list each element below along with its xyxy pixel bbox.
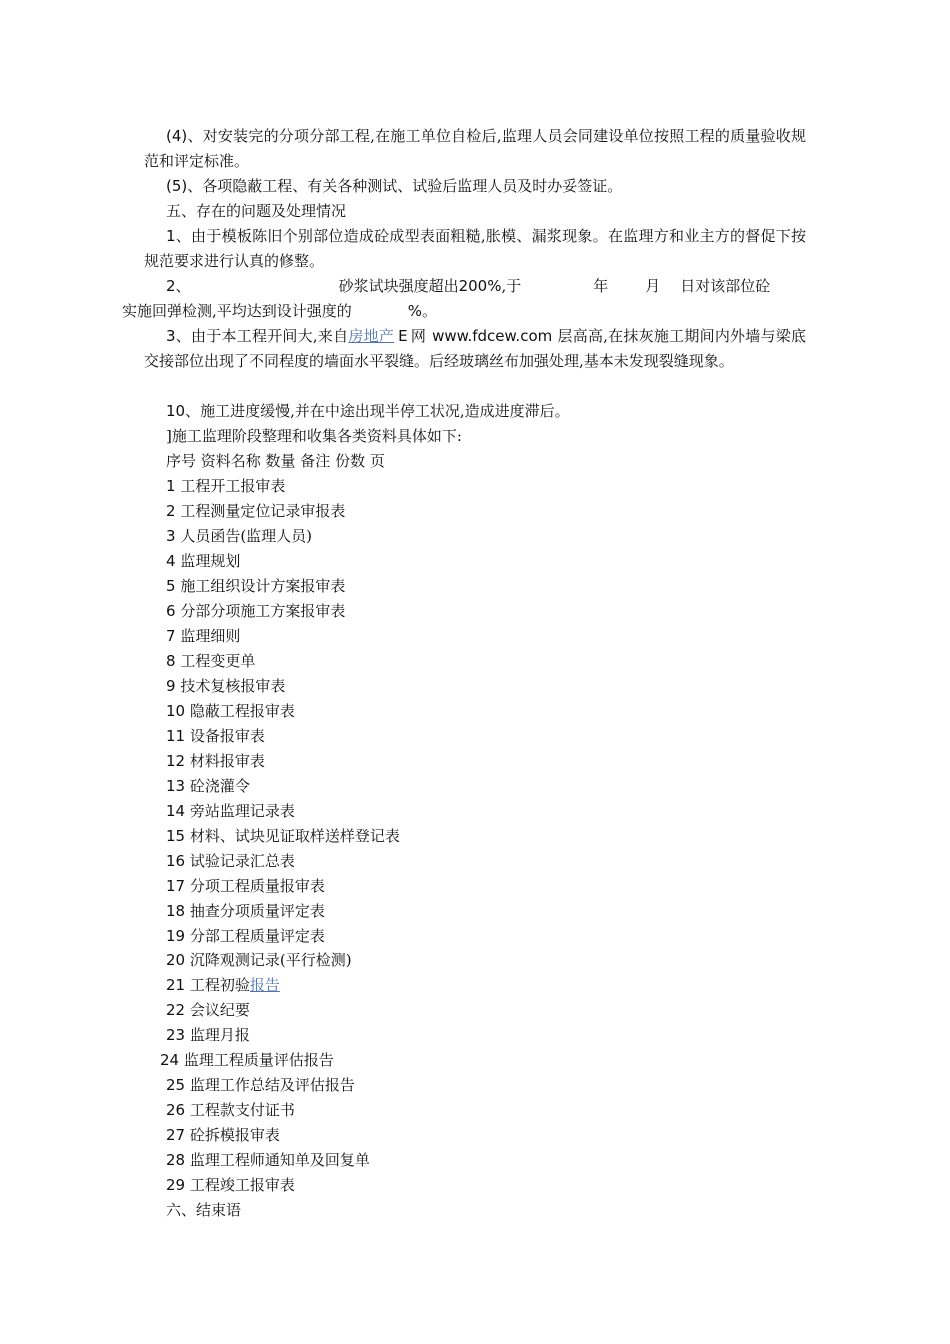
report-link[interactable]: 报告 bbox=[249, 976, 280, 994]
list-item bbox=[166, 724, 265, 749]
item-name: 砼浇灌令 bbox=[189, 777, 250, 795]
item-number: 7 bbox=[166, 627, 176, 645]
item-name: 监理规划 bbox=[180, 552, 241, 570]
item-number: 29 bbox=[166, 1176, 186, 1194]
item-number: 27 bbox=[166, 1126, 186, 1144]
list-item bbox=[166, 599, 345, 624]
list-item bbox=[166, 1173, 295, 1198]
item-name: 技术复核报审表 bbox=[180, 677, 286, 695]
item-name: 抽查分项质量评定表 bbox=[189, 902, 325, 920]
list-item bbox=[166, 849, 295, 874]
month-label: 月 bbox=[645, 277, 661, 295]
item-number: 16 bbox=[166, 852, 186, 870]
item-number: 4 bbox=[166, 552, 176, 570]
item-name: 分部工程质量评定表 bbox=[189, 927, 325, 945]
item-number: 13 bbox=[166, 777, 186, 795]
issue-number: 10 bbox=[166, 402, 186, 420]
list-item bbox=[166, 474, 285, 499]
item-name: 设备报审表 bbox=[189, 727, 265, 745]
item-name: 砼拆模报审表 bbox=[189, 1126, 280, 1144]
item-number: 1 bbox=[166, 477, 176, 495]
issue-text-b: 网 bbox=[410, 327, 427, 345]
list-item bbox=[166, 874, 325, 899]
item-number: 17 bbox=[166, 877, 186, 895]
item-name: 沉降观测记录(平行检测) bbox=[189, 951, 352, 969]
issue-text-a: 、 bbox=[175, 277, 191, 295]
real-estate-link[interactable]: 房地产 bbox=[348, 327, 395, 345]
list-item bbox=[166, 674, 285, 699]
list-item bbox=[166, 649, 255, 674]
issue-number: 3 bbox=[166, 327, 176, 345]
item-name: 人员函告(监理人员) bbox=[180, 527, 313, 545]
issue-text-c: 层高高,在抹灰施工期间内外墙与梁底交接部位出现了不同程度的墙面水平裂缝。后经玻璃丝布加强处理,基本未发现裂缝现象。 bbox=[144, 327, 806, 370]
item-number: 9 bbox=[166, 677, 176, 695]
issue-number: 1 bbox=[166, 227, 176, 245]
list-item bbox=[166, 824, 400, 849]
list-item bbox=[166, 774, 250, 799]
list-item bbox=[166, 624, 240, 649]
list-item bbox=[166, 998, 250, 1023]
paragraph-text: 、各项隐蔽工程、有关各种测试、试验后监理人员及时办妥签证。 bbox=[187, 177, 623, 195]
year-label: 年 bbox=[593, 277, 609, 295]
list-item bbox=[166, 749, 265, 774]
list-item bbox=[166, 1148, 370, 1173]
list-item bbox=[166, 1023, 250, 1048]
item-number: 25 bbox=[166, 1076, 186, 1094]
list-item bbox=[166, 499, 345, 524]
item-name: 材料、试块见证取样送样登记表 bbox=[189, 827, 400, 845]
issue-text-e: E bbox=[398, 327, 408, 345]
item-number: 12 bbox=[166, 752, 186, 770]
list-item bbox=[166, 948, 352, 973]
item-number: 15 bbox=[166, 827, 186, 845]
issue-text-a: 、由于本工程开间大,来自 bbox=[175, 327, 349, 345]
list-item bbox=[166, 973, 280, 998]
item-number: 2 bbox=[166, 502, 176, 520]
item-number: 3 bbox=[166, 527, 176, 545]
paragraph-number: (5) bbox=[166, 177, 188, 195]
list-item bbox=[166, 1098, 295, 1123]
table-header: 序号 资料名称 数量 备注 份数 页 bbox=[166, 452, 385, 470]
list-item bbox=[166, 574, 345, 599]
item-number: 8 bbox=[166, 652, 176, 670]
paragraph-text: 、对安装完的分项分部工程,在施工单位自检后,监理人员会同建设单位按照工程的质量验收规范和评定标准。 bbox=[144, 127, 806, 170]
item-number: 5 bbox=[166, 577, 176, 595]
list-item bbox=[166, 549, 240, 574]
item-name: 工程竣工报审表 bbox=[189, 1176, 295, 1194]
item-name: 隐蔽工程报审表 bbox=[189, 702, 295, 720]
list-item bbox=[166, 1123, 280, 1148]
item-number: 14 bbox=[166, 802, 186, 820]
item-number: 6 bbox=[166, 602, 176, 620]
item-number: 22 bbox=[166, 1001, 186, 1019]
paragraph-5 bbox=[144, 174, 806, 199]
issue-text-end: 。 bbox=[422, 302, 438, 320]
item-name: 工程开工报审表 bbox=[180, 477, 286, 495]
issue-text-b: 砂浆试块强度超出 bbox=[338, 277, 459, 295]
section-heading-5: 五、存在的问题及处理情况 bbox=[166, 202, 347, 220]
issue-2 bbox=[122, 274, 806, 324]
section-heading-6: 六、结束语 bbox=[166, 1201, 242, 1219]
item-name: 会议纪要 bbox=[189, 1001, 250, 1019]
item-number: 24 bbox=[160, 1051, 180, 1069]
item-name: 监理工作总结及评估报告 bbox=[189, 1076, 355, 1094]
item-name: 监理工程质量评估报告 bbox=[183, 1051, 334, 1069]
list-item bbox=[166, 524, 312, 549]
percent-value: 200% bbox=[458, 277, 502, 295]
website-url: www.fdcew.com bbox=[432, 327, 553, 345]
issue-text-d: 日对该部位砼 bbox=[680, 277, 771, 295]
paragraph-4 bbox=[144, 124, 806, 174]
issue-number: 2 bbox=[166, 277, 176, 295]
item-name: 工程测量定位记录审报表 bbox=[180, 502, 346, 520]
item-name: 试验记录汇总表 bbox=[189, 852, 295, 870]
item-number: 18 bbox=[166, 902, 186, 920]
item-name: 工程变更单 bbox=[180, 652, 256, 670]
percent-sign: % bbox=[407, 302, 423, 320]
item-name: 分项工程质量报审表 bbox=[189, 877, 325, 895]
item-number: 28 bbox=[166, 1151, 186, 1169]
item-name: 工程款支付证书 bbox=[189, 1101, 295, 1119]
issue-text: 、施工进度缓慢,并在中途出现半停工状况,造成进度滞后。 bbox=[185, 402, 570, 420]
item-name: 工程初验 bbox=[189, 976, 250, 994]
item-name: 材料报审表 bbox=[189, 752, 265, 770]
paragraph-number: (4) bbox=[166, 127, 188, 145]
item-number: 23 bbox=[166, 1026, 186, 1044]
issue-text-c: ,于 bbox=[501, 277, 522, 295]
issue-3 bbox=[144, 324, 806, 374]
item-name: 监理细则 bbox=[180, 627, 241, 645]
list-item bbox=[166, 924, 325, 949]
list-item bbox=[166, 799, 295, 824]
item-number: 21 bbox=[166, 976, 186, 994]
list-item bbox=[166, 1073, 355, 1098]
issue-text: 、由于模板陈旧个别部位造成砼成型表面粗糙,胀模、漏浆现象。在监理方和业主方的督促下按规范要求进行认真的修整。 bbox=[144, 227, 806, 270]
collection-intro: ]施工监理阶段整理和收集各类资料具体如下: bbox=[166, 427, 462, 445]
list-item bbox=[160, 1048, 334, 1073]
item-number: 20 bbox=[166, 951, 186, 969]
issue-text-line2: 实施回弹检测,平均达到设计强度的 bbox=[122, 302, 352, 320]
item-number: 26 bbox=[166, 1101, 186, 1119]
issue-1 bbox=[144, 224, 806, 274]
item-number: 10 bbox=[166, 702, 186, 720]
item-name: 施工组织设计方案报审表 bbox=[180, 577, 346, 595]
item-number: 11 bbox=[166, 727, 186, 745]
item-name: 旁站监理记录表 bbox=[189, 802, 295, 820]
list-item bbox=[166, 699, 295, 724]
issue-10 bbox=[144, 399, 806, 424]
item-name: 监理月报 bbox=[189, 1026, 250, 1044]
item-number: 19 bbox=[166, 927, 186, 945]
item-name: 分部分项施工方案报审表 bbox=[180, 602, 346, 620]
list-item bbox=[166, 899, 325, 924]
item-name: 监理工程师通知单及回复单 bbox=[189, 1151, 370, 1169]
